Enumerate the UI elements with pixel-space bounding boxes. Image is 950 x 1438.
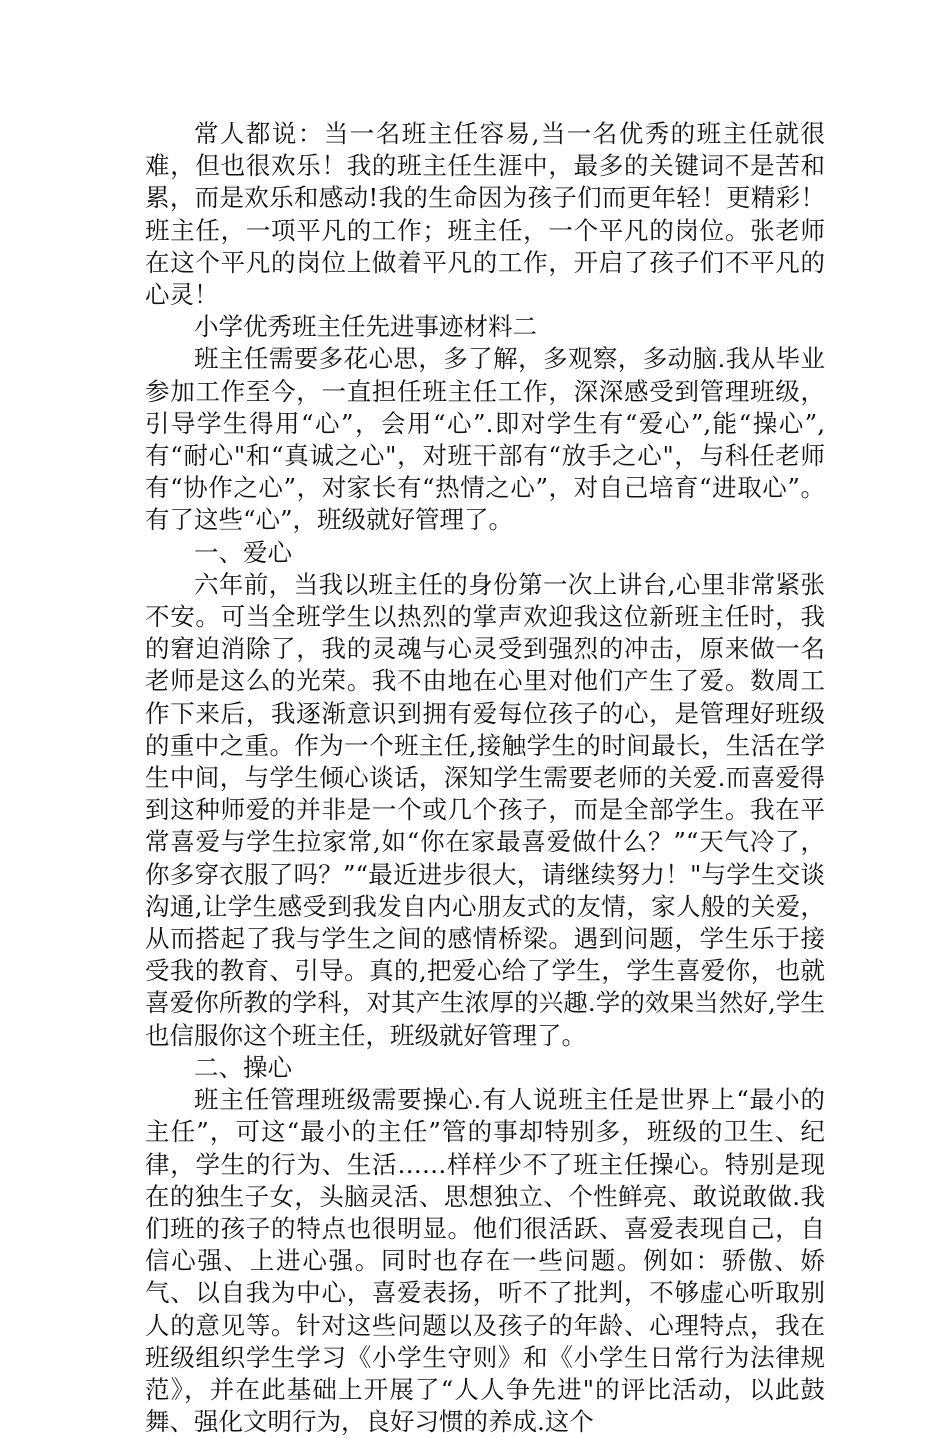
section-title-material-two: 小学优秀班主任先进事迹材料二 [194, 312, 537, 342]
paragraph-intro: 常人都说：当一名班主任容易,当一名优秀的班主任就很难，但也很欢乐！我的班主任生涯中，最多的关键词不是苦和累，而是欢乐和感动!我的生命因为孩子们而更年轻！更精彩！班主任，一项平凡的工作；班主任，一个平凡的岗位。张老师在这个平凡的岗位上做着平凡的工作，开启了孩子们不平凡的心灵！ [145, 119, 825, 310]
paragraph-care: 班主任管理班级需要操心.有人说班主任是世界上“最小的主任”，可这“最小的主任”管的事却特别多，班级的卫生、纪律，学生的行为、生活……样样少不了班主任操心。特别是现在的独生子女，头脑灵活、思想独立、个性鲜亮、敢说敢做.我们班的孩子的特点也很明显。他们很活跃、喜爱表现自己，自信心强、上进心强。同时也存在一些问题。例如：骄傲、娇气、以自我为中心，喜爱表扬，听不了批判，不够虚心听取别人的意见等。针对这些问题以及孩子的年龄、心理特点，我在班级组织学生学习《小学生守则》和《小学生日常行为法律规范》，并在此基础上开展了“人人争先进"的评比活动，以此鼓舞、强化文明行为，良好习惯的养成.这个 [145, 1085, 825, 1437]
heading-love: 一、爱心 [194, 537, 292, 567]
document-body [145, 118, 825, 1438]
paragraph-love: 六年前，当我以班主任的身份第一次上讲台,心里非常紧张不安。可当全班学生以热烈的掌声欢迎我这位新班主任时，我的窘迫消除了，我的灵魂与心灵受到强烈的冲击，原来做一名老师是这么的光荣。我不由地在心里对他们产生了爱。数周工作下来后，我逐渐意识到拥有爱每位孩子的心，是管理好班级的重中之重。作为一个班主任,接触学生的时间最长，生活在学生中间，与学生倾心谈话，深知学生需要老师的关爱.而喜爱得到这种师爱的并非是一个或几个孩子，而是全部学生。我在平常喜爱与学生拉家常,如“你在家最喜爱做什么？”“天气冷了，你多穿衣服了吗？”“最近进步很大，请继续努力！"与学生交谈沟通,让学生感受到我发自内心朋友式的友情，家人般的关爱，从而搭起了我与学生之间的感情桥梁。遇到问题，学生乐于接受我的教育、引导。真的,把爱心给了学生，学生喜爱你，也就喜爱你所教的学科，对其产生浓厚的兴趣.学的效果当然好,学生也信服你这个班主任，班级就好管理了。 [145, 569, 825, 1050]
heading-care: 二、操心 [194, 1052, 292, 1082]
paragraph-overview: 班主任需要多花心思，多了解，多观察，多动脑.我从毕业参加工作至今，一直担任班主任工作，深深感受到管理班级，引导学生得用“心”，会用“心”.即对学生有“爱心”,能“操心”,有“耐心"和“真诚之心"，对班干部有“放手之心"，与科任老师有“协作之心”，对家长有“热情之心”，对自己培育“进取心”。有了这些“心”，班级就好管理了。 [145, 344, 825, 535]
